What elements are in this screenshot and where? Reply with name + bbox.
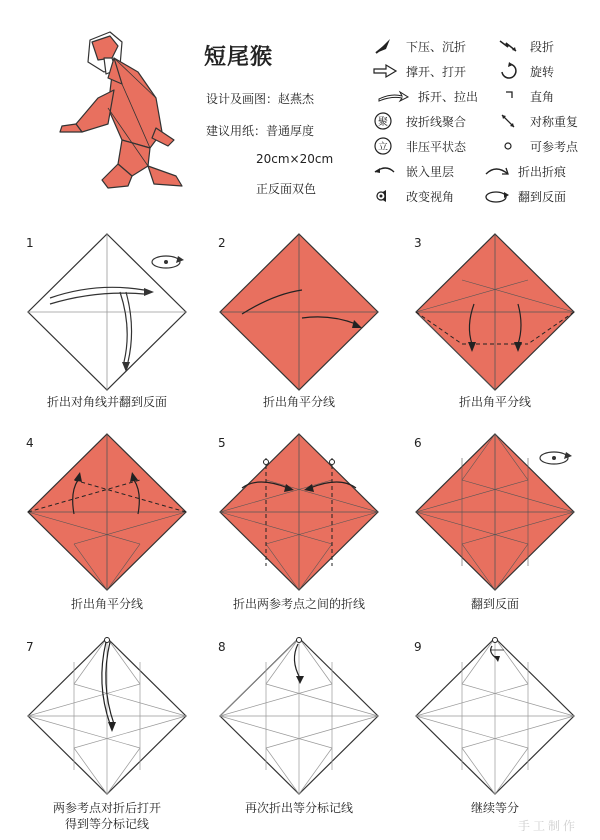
step-1-diagram [26,232,188,394]
step-number: 6 [414,436,422,450]
legend-item [484,161,566,181]
step-caption: 继续等分 [470,801,519,815]
legend-label: 可参考点 [530,139,579,154]
circle-letter-icon [372,112,398,130]
legend-item [372,86,478,106]
step-number: 1 [26,236,34,250]
crease-arrow-icon [484,162,510,180]
legend-label: 直角 [530,89,555,104]
step-caption: 折出角平分线 [458,395,531,409]
insert-arrow-icon [372,162,398,180]
svg-text:立: 立 [378,142,388,153]
legend-label: 折出折痕 [518,164,567,179]
step-number: 9 [414,640,422,654]
step-caption: 翻到反面 [470,597,519,611]
legend-label: 翻到反面 [518,189,567,204]
legend-item [372,136,466,156]
legend-item [372,161,454,181]
step-3-diagram [414,232,576,394]
pleat-fold-icon [496,37,522,55]
rotate-icon [496,62,522,80]
step-number: 5 [218,436,226,450]
legend-label: 段折 [530,39,555,54]
caption-line: 两参考点对折后打开 [52,801,161,815]
pull-arrow-icon [372,87,410,105]
legend-label: 非压平状态 [406,139,467,154]
page-title: 短尾猴 [204,45,274,70]
step-8-diagram [218,636,380,798]
legend-label: 下压、沉折 [406,39,467,54]
monkey-illustration [52,28,192,193]
step-caption [12,800,202,832]
step-5-diagram [218,432,380,594]
legend-label: 拆开、拉出 [418,89,479,104]
step-6-diagram [414,432,576,594]
paper-size: 20cm×20cm [256,152,334,166]
legend-label: 撑开、打开 [406,64,467,79]
step-caption: 再次折出等分标记线 [244,801,353,815]
step-caption: 折出角平分线 [262,395,335,409]
symmetric-repeat-icon [496,112,522,130]
flip-icon [484,187,510,205]
legend-label: 旋转 [530,64,555,79]
designer-credit: 设计及画图：赵燕杰 [206,92,315,106]
legend-item [372,111,466,131]
circle-letter-icon [372,137,398,155]
step-number: 3 [414,236,422,250]
eye-icon [372,187,398,205]
legend-item [496,111,578,131]
open-arrow-icon [372,62,398,80]
legend-item [372,36,466,56]
step-number: 4 [26,436,34,450]
legend-item [496,36,554,56]
reference-point-icon [496,137,522,155]
step-2-diagram [218,232,380,394]
right-angle-icon [496,87,522,105]
paper-recommendation: 建议用纸：普通厚度 [206,124,315,138]
svg-text:聚: 聚 [378,117,388,128]
step-number: 2 [218,236,226,250]
legend-item [496,136,578,156]
legend-label: 对称重复 [530,114,579,129]
valley-fold-arrow-icon [372,37,398,55]
step-caption: 折出角平分线 [70,597,143,611]
legend-item [372,186,454,206]
legend-label: 改变视角 [406,189,455,204]
step-9-diagram [414,636,576,798]
legend-item [496,61,554,81]
legend-label: 嵌入里层 [406,164,455,179]
step-4-diagram [26,432,188,594]
paper-color: 正反面双色 [256,182,317,196]
watermark: 手工制作 [517,819,578,833]
step-number: 7 [26,640,34,654]
caption-line: 得到等分标记线 [64,817,149,831]
step-number: 8 [218,640,226,654]
legend-item [484,186,566,206]
legend-item [372,61,466,81]
legend-label: 按折线聚合 [406,114,467,129]
step-7-diagram [26,636,188,798]
step-caption: 折出对角线并翻到反面 [46,395,167,409]
step-caption: 折出两参考点之间的折线 [232,597,365,611]
legend-item [496,86,554,106]
